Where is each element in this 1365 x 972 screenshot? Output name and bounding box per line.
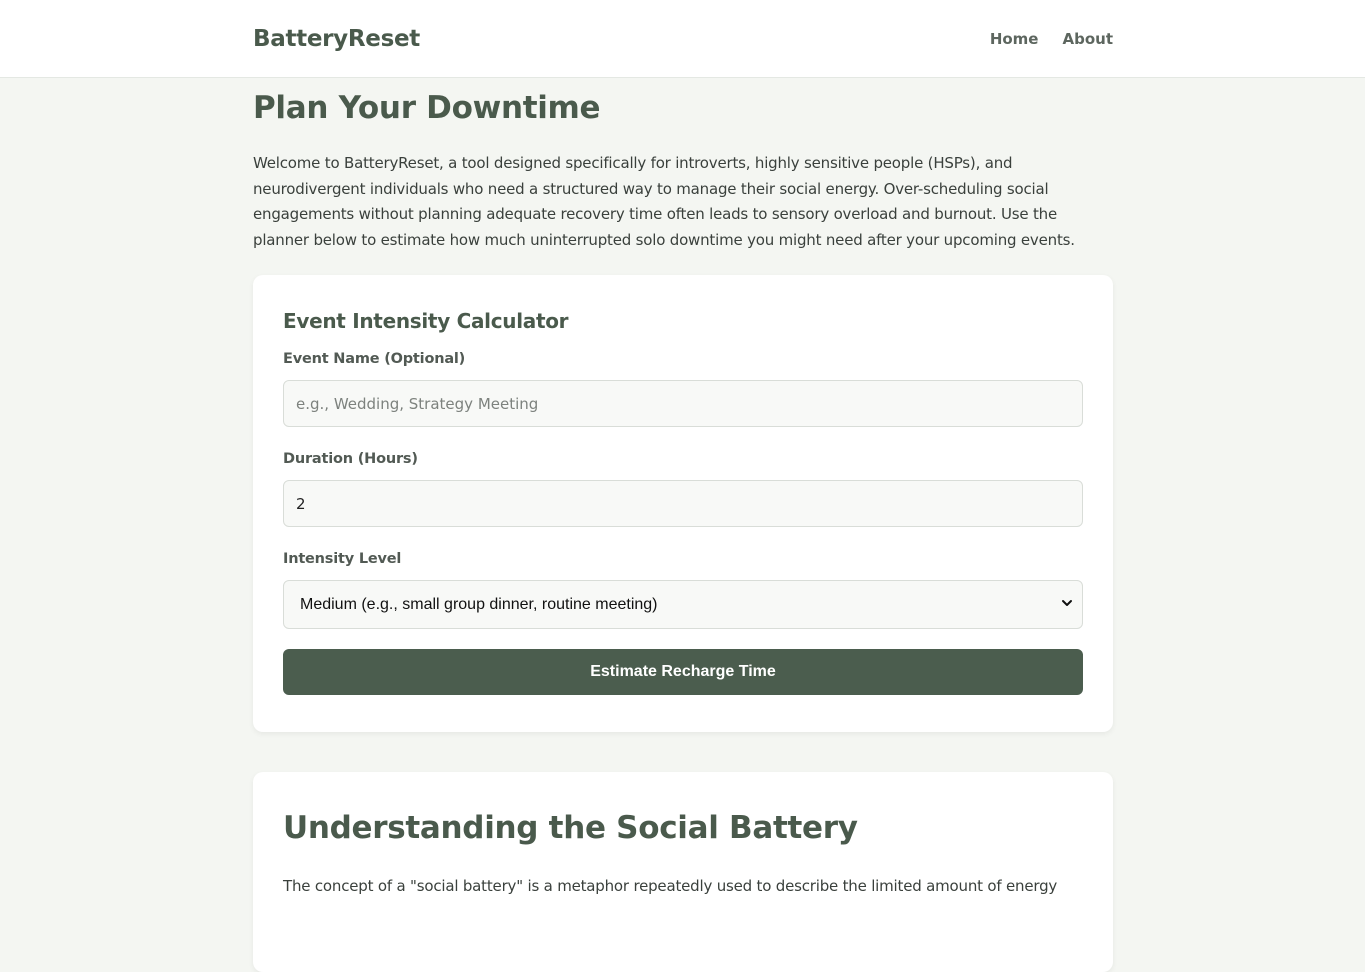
calculator-title: Event Intensity Calculator [283,309,569,333]
info-text: The concept of a "social battery" is a metaphor repeatedly used to describe the limited amount of energy [283,877,1058,895]
intensity-select[interactable] [283,580,1083,629]
site-header [0,0,1365,78]
duration-input[interactable] [283,480,1083,527]
nav-link-home[interactable]: Home [989,30,1039,48]
intensity-select-value[interactable]: Medium (e.g., small group dinner, routine meeting) [283,580,1083,629]
brand-logo[interactable]: BatteryReset [253,26,420,52]
duration-label: Duration (Hours) [283,451,418,467]
main-nav [990,30,1113,48]
page-title: Plan Your Downtime [253,90,601,126]
chevron-down-icon [1061,597,1073,609]
main-content [253,78,1113,972]
estimate-recharge-button[interactable]: Estimate Recharge Time [283,649,1083,695]
event-name-label: Event Name (Optional) [283,351,466,367]
nav-link-about[interactable]: About [1062,30,1113,48]
calculator-card [253,275,1113,732]
intro-paragraph: Welcome to BatteryReset, a tool designed specifically for introverts, highly sensitive people (HSPs), and neurodivergent individuals who need a structured way to manage their social energy. Over-scheduling social engagements without planning adequate recovery time often leads to sensory overload and burnout. Use the planner below to estimate how much uninterrupted solo downtime you might need after your upcoming events. [253,154,1075,249]
intensity-label: Intensity Level [283,551,402,567]
info-card [253,772,1113,972]
info-title: Understanding the Social Battery [283,810,858,846]
event-name-input[interactable] [283,380,1083,427]
